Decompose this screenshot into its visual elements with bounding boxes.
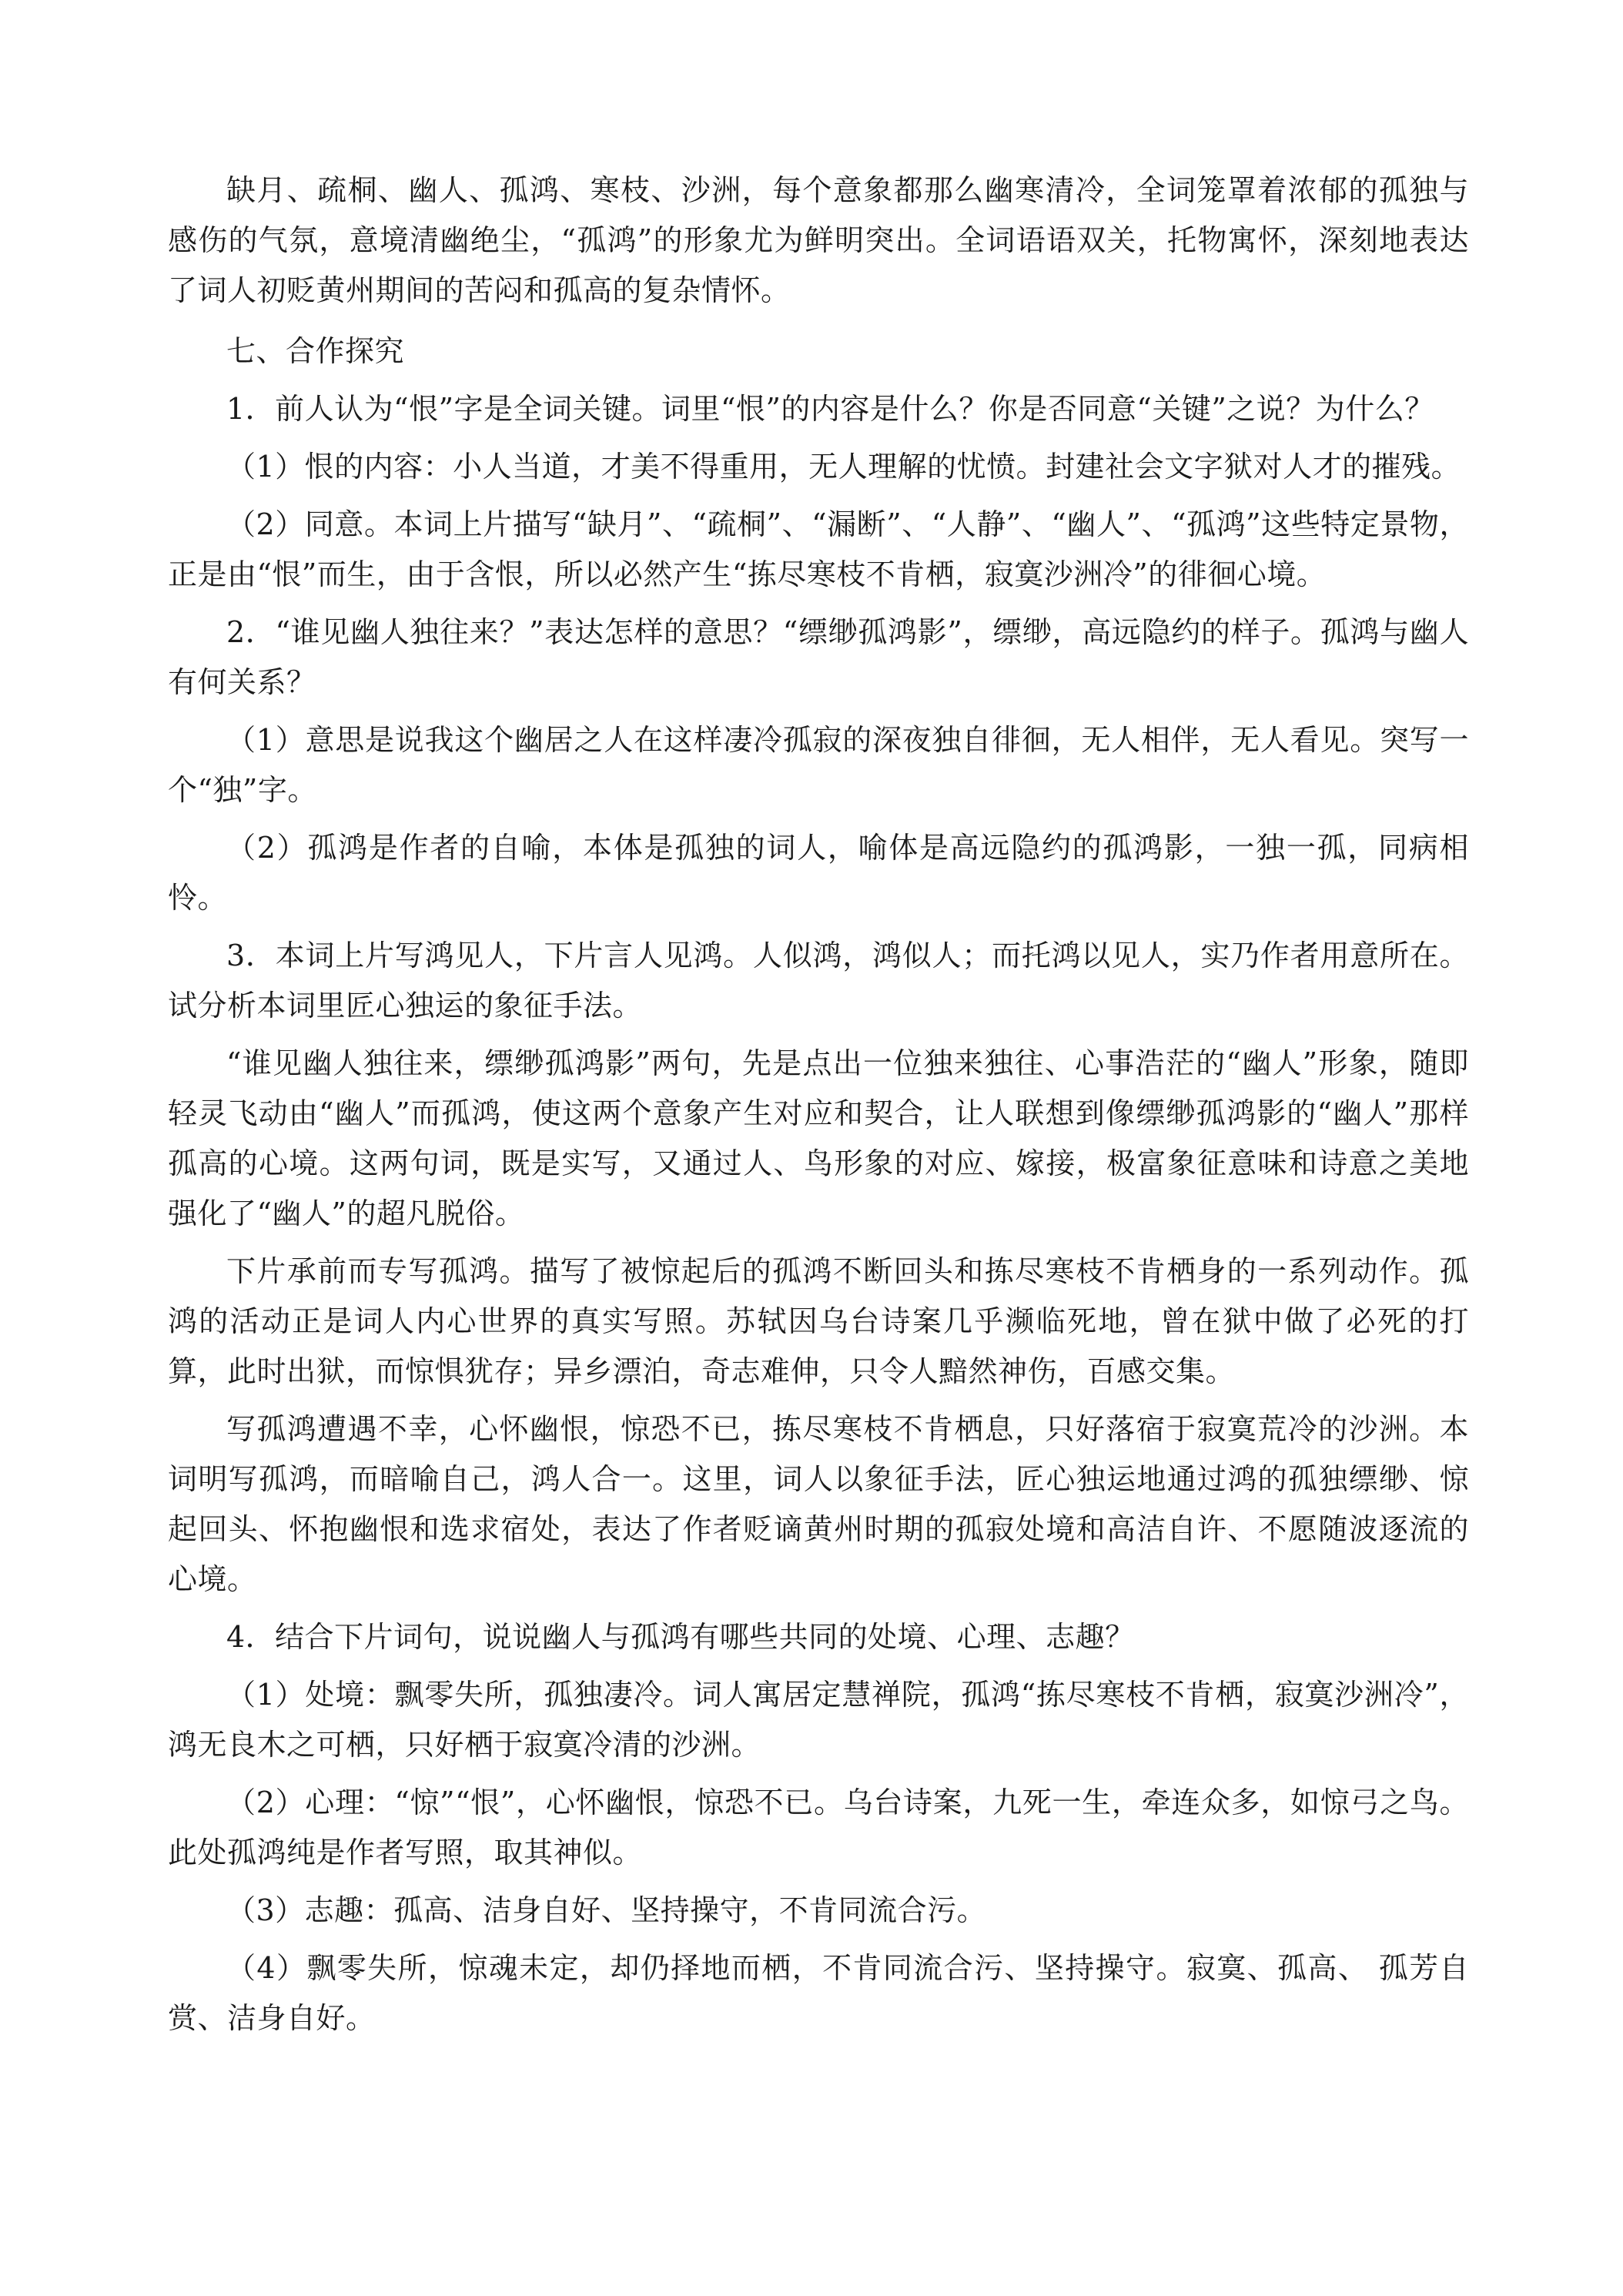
question-1: 1．前人认为“恨”字是全词关键。词里“恨”的内容是什么？你是否同意“关键”之说？为什么？ <box>226 392 1434 426</box>
answer-4-part-2: （2）心理：“惊”“恨”，心怀幽恨，惊恐不已。乌台诗案，九死一生，牵连众多，如惊弓之鸟。此处孤鸿纯是作者写照，取其神似。 <box>168 1786 1469 1869</box>
section-heading-cooperative-inquiry: 七、合作探究 <box>226 334 405 368</box>
answer-3-paragraph-2: 下片承前而专写孤鸿。描写了被惊起后的孤鸿不断回头和拣尽寒枝不肯栖身的一系列动作。孤鸿的活动正是词人内心世界的真实写照。苏轼因乌台诗案几乎濒临死地，曾在狱中做了必死的打算，此时出狱，而惊惧犹存；异乡漂泊，奇志难伸，只令人黯然神伤，百感交集。 <box>168 1254 1469 1388</box>
answer-2-part-2: （2）孤鸿是作者的自喻，本体是孤独的词人，喻体是高远隐约的孤鸿影，一独一孤，同病相怜。 <box>168 831 1469 915</box>
question-3: 3．本词上片写鸿见人，下片言人见鸿。人似鸿，鸿似人；而托鸿以见人，实乃作者用意所在。试分析本词里匠心独运的象征手法。 <box>168 939 1469 1022</box>
answer-2-part-1: （1）意思是说我这个幽居之人在这样凄冷孤寂的深夜独自徘徊，无人相伴，无人看见。突写一个“独”字。 <box>168 723 1469 807</box>
question-2: 2．“谁见幽人独往来？”表达怎样的意思？“缥缈孤鸿影”，缥缈，高远隐约的样子。孤鸿与幽人有何关系？ <box>168 615 1469 699</box>
answer-4-part-3: （3）志趣：孤高、洁身自好、坚持操守，不肯同流合污。 <box>226 1893 987 1927</box>
answer-3-paragraph-1: “谁见幽人独往来，缥缈孤鸿影”两句，先是点出一位独来独往、心事浩茫的“幽人”形象，随即轻灵飞动由“幽人”而孤鸿，使这两个意象产生对应和契合，让人联想到像缥缈孤鸿影的“幽人”那样孤高的心境。这两句词，既是实写，又通过人、鸟形象的对应、嫁接，极富象征意味和诗意之美地强化了“幽人”的超凡脱俗。 <box>168 1046 1469 1230</box>
answer-1-part-1: （1）恨的内容：小人当道，才美不得重用，无人理解的忧愤。封建社会文字狱对人才的摧残。 <box>226 450 1461 484</box>
answer-4-part-4: （4）飘零失所，惊魂未定，却仍择地而栖，不肯同流合污、坚持操守。寂寞、孤高、 孤芳自赏、洁身自好。 <box>168 1951 1469 2035</box>
paragraph-imagery-summary: 缺月、疏桐、幽人、孤鸿、寒枝、沙洲，每个意象都那么幽寒清冷，全词笼罩着浓郁的孤独与感伤的气氛，意境清幽绝尘，“孤鸿”的形象尤为鲜明突出。全词语语双关，托物寓怀，深刻地表达了词人初贬黄州期间的苦闷和孤高的复杂情怀。 <box>168 173 1469 307</box>
answer-4-part-1: （1）处境：飘零失所，孤独凄冷。词人寓居定慧禅院，孤鸿“拣尽寒枝不肯栖，寂寞沙洲冷”，鸿无良木之可栖，只好栖于寂寞冷清的沙洲。 <box>168 1678 1469 1762</box>
answer-3-paragraph-3: 写孤鸿遭遇不幸，心怀幽恨，惊恐不已，拣尽寒枝不肯栖息，只好落宿于寂寞荒冷的沙洲。本词明写孤鸿，而暗喻自己，鸿人合一。这里，词人以象征手法，匠心独运地通过鸿的孤独缥缈、惊起回头、怀抱幽恨和选求宿处，表达了作者贬谪黄州时期的孤寂处境和高洁自许、不愿随波逐流的心境。 <box>168 1412 1469 1596</box>
answer-1-part-2: （2）同意。本词上片描写“缺月”、“疏桐”、“漏断”、“人静”、“幽人”、“孤鸿”这些特定景物，正是由“恨”而生，由于含恨，所以必然产生“拣尽寒枝不肯栖，寂寞沙洲冷”的徘徊心境。 <box>168 507 1469 591</box>
document-body <box>168 166 1469 2043</box>
question-4: 4．结合下片词句，说说幽人与孤鸿有哪些共同的处境、心理、志趣？ <box>226 1620 1135 1654</box>
